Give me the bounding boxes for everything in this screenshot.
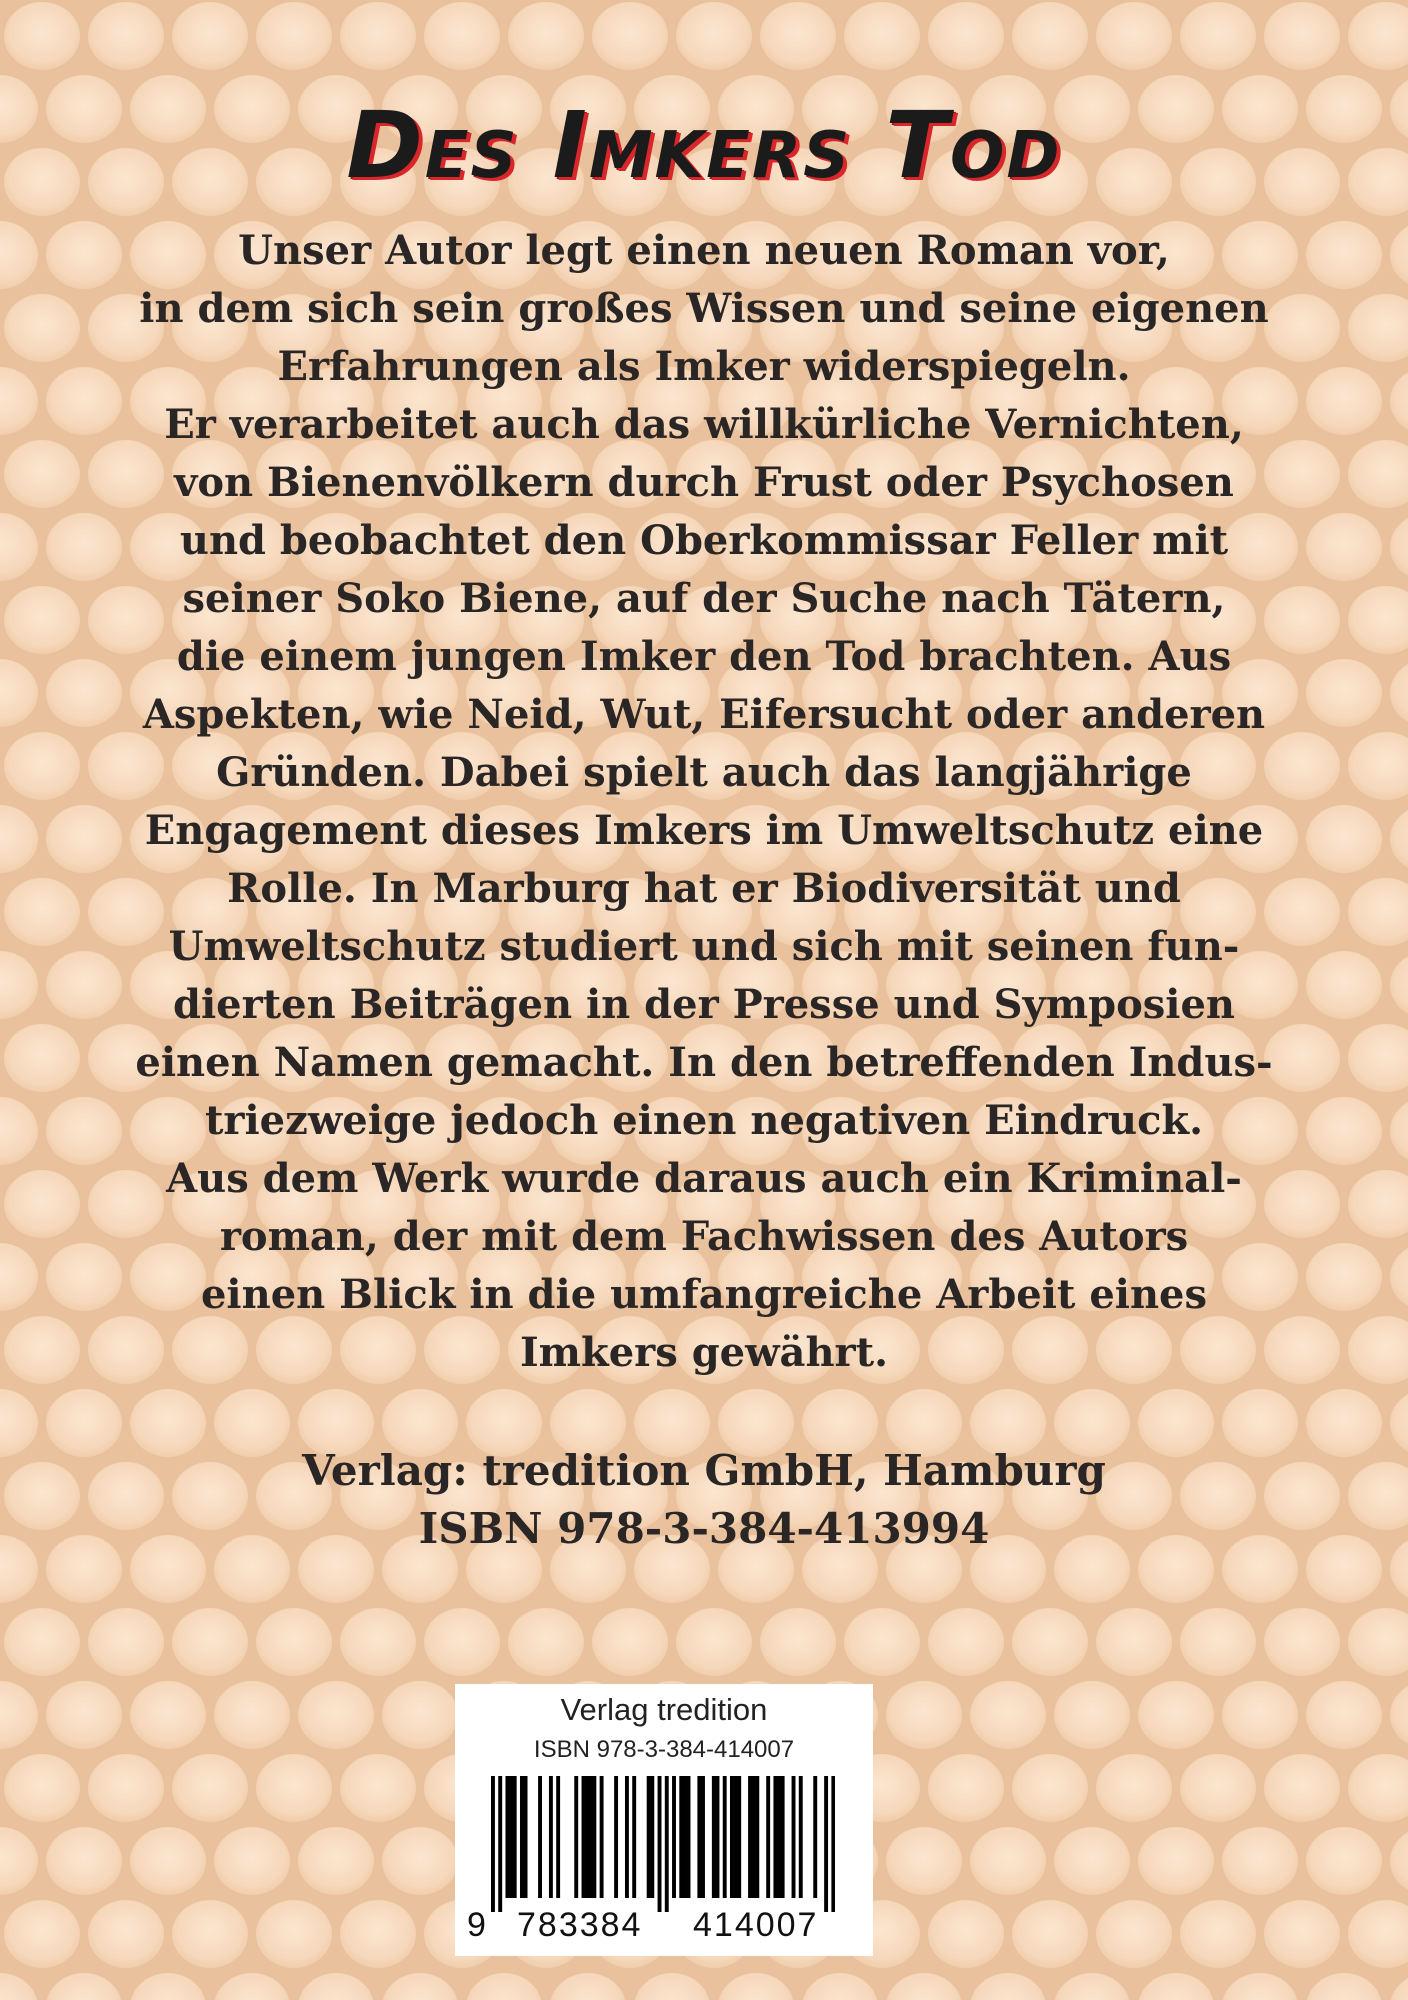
book-title: Des Imkers Tod bbox=[346, 92, 1062, 199]
barcode-bar bbox=[781, 1776, 785, 1898]
publisher-line: Verlag: tredition GmbH, Hamburg bbox=[302, 1446, 1106, 1495]
blurb-line: triezweige jedoch einen negativen Eindruck. bbox=[204, 1097, 1204, 1144]
barcode-bar bbox=[585, 1776, 589, 1898]
blurb-line: seiner Soko Biene, auf der Suche nach Tätern, bbox=[182, 575, 1226, 622]
barcode-publisher: Verlag tredition bbox=[560, 1692, 768, 1727]
barcode-bar bbox=[687, 1776, 691, 1898]
blurb-line: Gründen. Dabei spielt auch das langjährige bbox=[216, 749, 1192, 796]
barcode-bar bbox=[701, 1776, 705, 1898]
blurb-line: Imkers gewährt. bbox=[519, 1329, 889, 1376]
barcode-bar bbox=[748, 1776, 752, 1898]
book-blurb bbox=[90, 222, 1318, 1382]
barcode-bar bbox=[513, 1776, 517, 1898]
barcode-bar bbox=[716, 1776, 720, 1898]
barcode-bar bbox=[737, 1776, 741, 1898]
blurb-line: Engagement dieses Imkers im Umweltschutz eine bbox=[144, 807, 1264, 854]
barcode-bar bbox=[509, 1776, 513, 1898]
barcode-bar bbox=[592, 1776, 596, 1898]
blurb-line: Umweltschutz studiert und sich mit seinen fun- bbox=[168, 923, 1240, 970]
barcode-bar bbox=[734, 1776, 738, 1898]
blurb-line: einen Namen gemacht. In den betreffenden Indus- bbox=[135, 1039, 1273, 1086]
barcode-bar bbox=[665, 1776, 669, 1912]
barcode-bar bbox=[730, 1776, 734, 1898]
barcode-bar bbox=[679, 1776, 683, 1898]
blurb-line: Aspekten, wie Neid, Wut, Eifersucht oder anderen bbox=[142, 691, 1266, 738]
barcode-isbn: ISBN 978-3-384-414007 bbox=[533, 1736, 795, 1763]
barcode-bar bbox=[625, 1776, 629, 1898]
blurb-line: Erfahrungen als Imker widerspiegeln. bbox=[277, 343, 1131, 390]
barcode-bar bbox=[697, 1776, 701, 1898]
blurb-line: und beobachtet den Oberkommissar Feller mit bbox=[179, 517, 1229, 564]
blurb-line: die einem jungen Imker den Tod brachten. Aus bbox=[176, 633, 1232, 680]
barcode-bars bbox=[491, 1776, 835, 1912]
barcode-bar bbox=[589, 1776, 593, 1898]
barcode-bar bbox=[650, 1776, 654, 1898]
blurb-line: einen Blick in die umfangreiche Arbeit eines bbox=[200, 1271, 1208, 1318]
barcode-bar bbox=[777, 1776, 781, 1898]
barcode-bar bbox=[491, 1776, 495, 1912]
barcode-bar bbox=[755, 1776, 759, 1898]
barcode-bar bbox=[556, 1776, 560, 1898]
barcode-bar bbox=[773, 1776, 777, 1898]
barcode-bar bbox=[824, 1776, 828, 1912]
blurb-line: Aus dem Werk wurde daraus auch ein Kriminal- bbox=[166, 1155, 1242, 1202]
barcode-bar bbox=[524, 1776, 528, 1898]
blurb-line: dierten Beiträgen in der Presse und Symposien bbox=[172, 981, 1235, 1028]
isbn-line: ISBN 978-3-384-413994 bbox=[418, 1504, 990, 1553]
barcode-bar bbox=[766, 1776, 770, 1898]
barcode-bar bbox=[520, 1776, 524, 1898]
barcode-bar bbox=[672, 1776, 676, 1898]
barcode-bar bbox=[831, 1776, 835, 1912]
barcode-bar bbox=[574, 1776, 578, 1898]
blurb-line: von Bienenvölkern durch Frust oder Psychosen bbox=[174, 459, 1234, 506]
barcode-bar bbox=[799, 1776, 803, 1898]
barcode-bar bbox=[723, 1776, 727, 1898]
barcode-bar bbox=[600, 1776, 604, 1898]
barcode-bar bbox=[813, 1776, 817, 1898]
barcode-bar bbox=[792, 1776, 796, 1898]
barcode-bar bbox=[632, 1776, 636, 1898]
barcode-bar bbox=[752, 1776, 756, 1898]
barcode-bar bbox=[683, 1776, 687, 1898]
blurb-line: in dem sich sein großes Wissen und seine eigenen bbox=[139, 285, 1269, 332]
barcode-digits-right: 414007 bbox=[693, 1906, 819, 1944]
barcode-bar bbox=[647, 1776, 651, 1898]
barcode-bar bbox=[582, 1776, 586, 1898]
barcode-bar bbox=[498, 1776, 502, 1912]
blurb-line: Rolle. In Marburg hat er Biodiversität und bbox=[227, 865, 1181, 912]
barcode-bar bbox=[658, 1776, 662, 1912]
barcode-bar bbox=[712, 1776, 716, 1898]
blurb-line: Er verarbeitet auch das willkürliche Vernichten, bbox=[164, 401, 1244, 448]
barcode-label bbox=[455, 1684, 873, 1956]
publisher-info bbox=[0, 1442, 1408, 1558]
barcode-bar bbox=[538, 1776, 542, 1898]
barcode-digit-first: 9 bbox=[467, 1906, 488, 1944]
blurb-line: roman, der mit dem Fachwissen des Autors bbox=[219, 1213, 1189, 1260]
barcode-digits-left: 783384 bbox=[517, 1906, 643, 1944]
barcode-bar bbox=[505, 1776, 509, 1898]
blurb-line: Unser Autor legt einen neuen Roman vor, bbox=[238, 227, 1170, 274]
barcode-bar bbox=[549, 1776, 553, 1898]
barcode-bar bbox=[614, 1776, 618, 1898]
